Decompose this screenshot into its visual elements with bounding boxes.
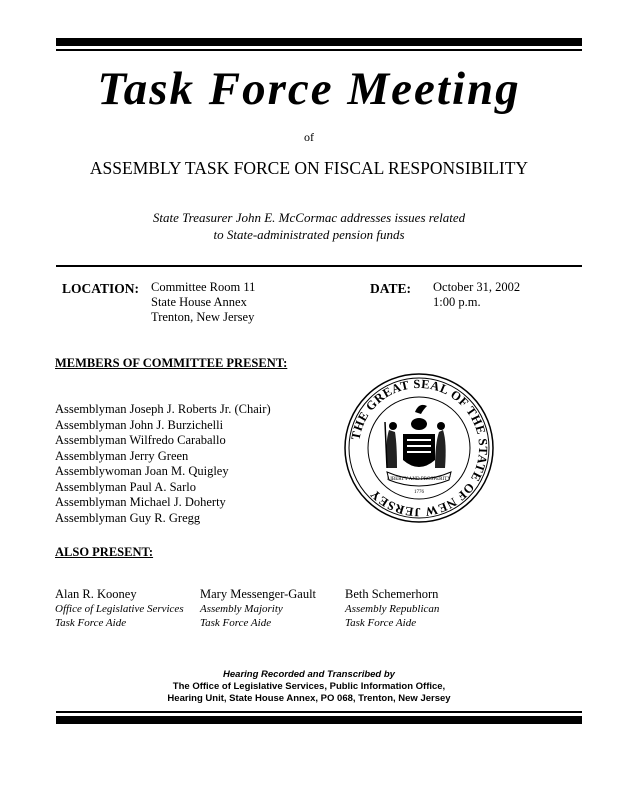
member-item: Assemblyman Wilfredo Caraballo xyxy=(55,433,226,447)
bottom-rule-thin xyxy=(56,711,582,713)
person-role: Task Force Aide xyxy=(200,617,272,629)
seal-ribbon-text: LIBERTY AND PROSPERITY xyxy=(387,477,451,482)
person-name: Beth Schemerhorn xyxy=(345,587,439,601)
person-office: Office of Legislative Services xyxy=(55,603,184,615)
member-item: Assemblyman Guy R. Gregg xyxy=(55,510,201,525)
page-title: Task Force Meeting xyxy=(97,63,521,115)
location-line: State House Annex xyxy=(151,295,247,309)
members-list xyxy=(55,402,271,526)
members-heading: MEMBERS OF COMMITTEE PRESENT: xyxy=(55,356,288,370)
location-block xyxy=(151,280,255,325)
also-person xyxy=(55,587,184,630)
footer-line-2: The Office of Legislative Services, Public Information Office, xyxy=(172,681,446,692)
footer-line-3: Hearing Unit, State House Annex, PO 068, Trenton, New Jersey xyxy=(167,693,451,704)
seal-year: 1776 xyxy=(414,490,424,495)
member-item: Assemblywoman Joan M. Quigley xyxy=(55,464,229,478)
also-present-heading: ALSO PRESENT: xyxy=(55,545,154,559)
subject-line-1: State Treasurer John E. McCormac addresses issues related xyxy=(152,210,466,225)
location-line: Trenton, New Jersey xyxy=(151,310,255,324)
date-label: DATE: xyxy=(370,281,412,296)
person-name: Mary Messenger-Gault xyxy=(200,587,317,601)
also-person xyxy=(200,587,316,630)
section-divider xyxy=(56,265,582,267)
also-person xyxy=(345,587,439,630)
person-name: Alan R. Kooney xyxy=(55,587,137,601)
member-item: Assemblyman Paul A. Sarlo xyxy=(55,479,196,494)
member-item: Assemblyman John J. Burzichelli xyxy=(55,417,224,432)
date-block xyxy=(433,280,520,310)
committee-name: ASSEMBLY TASK FORCE ON FISCAL RESPONSIBILITY xyxy=(89,158,529,178)
member-item: Assemblyman Michael J. Doherty xyxy=(55,495,226,509)
location-line: Committee Room 11 xyxy=(151,280,256,294)
person-role: Task Force Aide xyxy=(345,617,417,629)
person-role: Task Force Aide xyxy=(55,617,127,629)
date-line: 1:00 p.m. xyxy=(433,295,481,309)
state-seal-icon xyxy=(343,372,495,524)
bottom-rule-thick xyxy=(56,716,582,724)
top-rule-thin xyxy=(56,49,582,51)
top-rule-thick xyxy=(56,38,582,46)
footer-line-1: Hearing Recorded and Transcribed by xyxy=(223,669,395,680)
member-item: Assemblyman Jerry Green xyxy=(55,448,189,463)
location-label: LOCATION: xyxy=(62,281,140,296)
date-line: October 31, 2002 xyxy=(433,280,521,294)
member-item: Assemblyman Joseph J. Roberts Jr. (Chair) xyxy=(55,402,271,416)
subject-line-2: to State-administrated pension funds xyxy=(213,227,405,242)
of-text: of xyxy=(304,130,314,144)
person-office: Assembly Majority xyxy=(200,603,283,615)
seal-ring-text: THE GREAT SEAL OF THE STATE OF NEW JERSEY xyxy=(348,376,491,520)
person-office: Assembly Republican xyxy=(345,603,440,615)
